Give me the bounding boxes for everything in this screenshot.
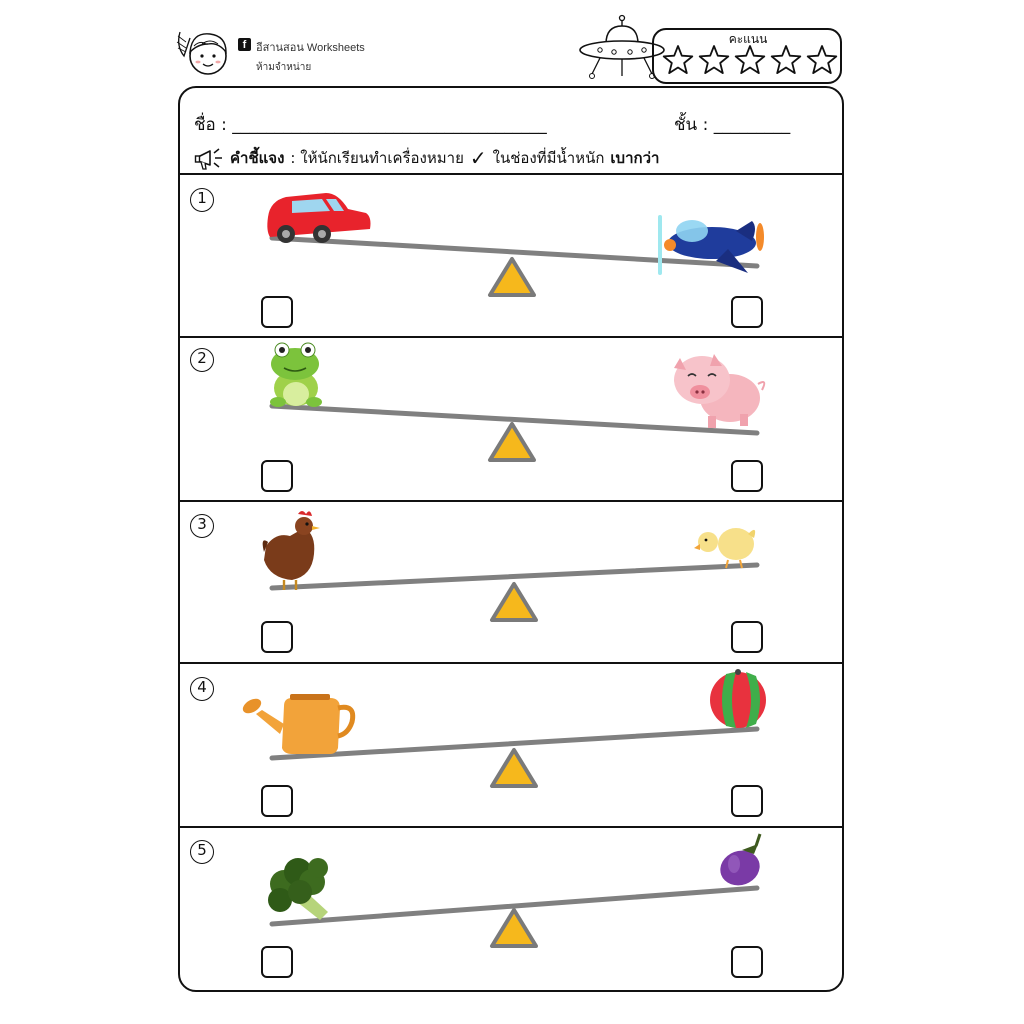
eggplant-icon (715, 834, 764, 891)
brand-note: ห้ามจำหน่าย (256, 62, 312, 73)
answer-checkbox-right[interactable] (731, 621, 763, 653)
brand-name: อีสานสอน Worksheets (256, 42, 365, 54)
score-stars[interactable] (660, 42, 840, 78)
answer-checkbox-left[interactable] (261, 621, 293, 653)
answer-checkbox-left[interactable] (261, 460, 293, 492)
pig-icon (674, 354, 764, 428)
class-field[interactable] (674, 111, 790, 138)
fulcrum (492, 584, 536, 620)
girl-logo-icon (172, 22, 238, 82)
fulcrum (490, 259, 534, 295)
car-icon (267, 193, 370, 243)
frog-icon (270, 343, 322, 407)
fulcrum (492, 910, 536, 946)
answer-checkbox-right[interactable] (731, 296, 763, 328)
question-number: 3 (190, 514, 214, 538)
answer-checkbox-right[interactable] (731, 785, 763, 817)
name-blank[interactable]: _____________________________________ (232, 115, 547, 135)
star-icon[interactable] (700, 46, 729, 73)
star-icon[interactable] (736, 46, 765, 73)
chick-icon (694, 528, 755, 568)
instruction-text: : ให้นักเรียนทำเครื่องหมาย (290, 149, 464, 167)
name-field[interactable] (194, 111, 547, 138)
megaphone-icon (194, 145, 224, 171)
star-icon[interactable] (772, 46, 801, 73)
instruction-emphasis: เบากว่า (610, 149, 660, 167)
answer-checkbox-left[interactable] (261, 296, 293, 328)
class-blank[interactable]: _________ (713, 115, 791, 135)
class-label: ชั้น : (674, 115, 709, 135)
instruction-label: คำชี้แจง (230, 149, 285, 167)
instruction-text-2: ในช่องที่มีน้ำหนัก (492, 149, 605, 167)
checkmark-icon: ✓ (469, 146, 487, 170)
question-number: 4 (190, 677, 214, 701)
broccoli-icon (268, 858, 328, 920)
answer-checkbox-right[interactable] (731, 946, 763, 978)
watering-can-icon (240, 694, 352, 754)
star-icon[interactable] (664, 46, 693, 73)
fulcrum (492, 750, 536, 786)
question-number: 5 (190, 840, 214, 864)
facebook-icon: f (238, 38, 251, 51)
star-icon[interactable] (808, 46, 837, 73)
instructions (194, 144, 659, 172)
hen-icon (263, 511, 320, 590)
answer-checkbox-right[interactable] (731, 460, 763, 492)
question-number: 2 (190, 348, 214, 372)
answer-checkbox-left[interactable] (261, 946, 293, 978)
question-number: 1 (190, 188, 214, 212)
name-label: ชื่อ : (194, 115, 227, 135)
ball-icon (710, 669, 766, 728)
score-label: คะแนน (728, 32, 768, 46)
answer-checkbox-left[interactable] (261, 785, 293, 817)
fulcrum (490, 424, 534, 460)
